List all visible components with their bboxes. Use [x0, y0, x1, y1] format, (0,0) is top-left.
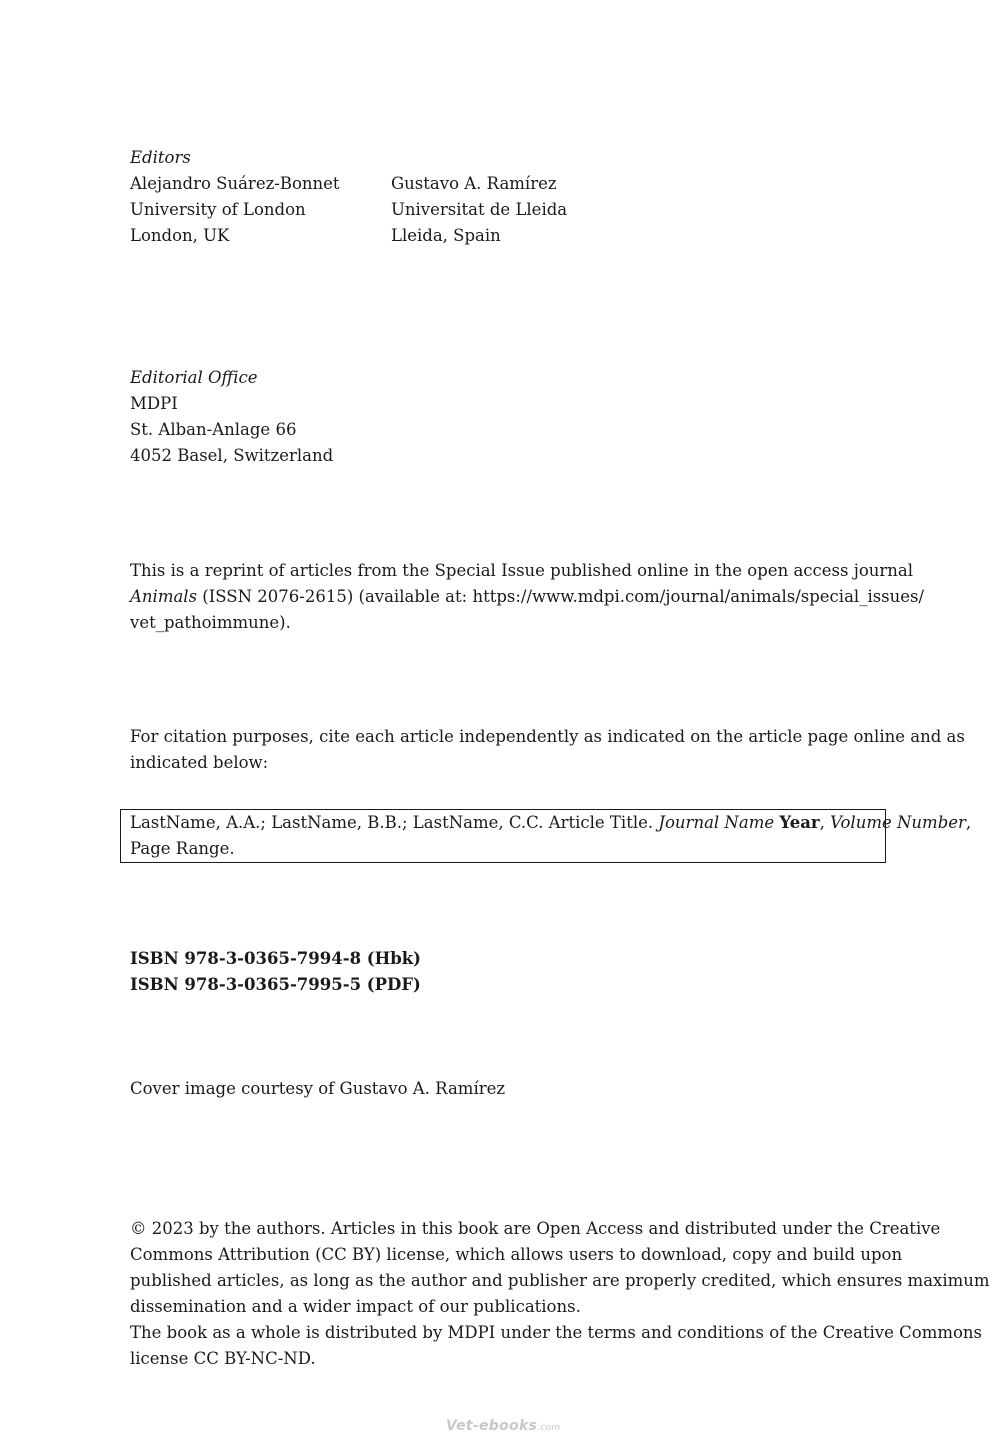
license-line-1: © 2023 by the authors. Articles in this book are Open Access and distributed under the Creative — [130, 1219, 941, 1238]
editors-section — [130, 145, 875, 249]
cover-credit — [130, 1076, 875, 1102]
citation-format-line-2: Page Range. — [130, 839, 235, 858]
editorial-office-heading: Editorial Office — [130, 368, 258, 387]
isbn-section — [130, 946, 875, 998]
citation-volume: Volume Number — [830, 813, 966, 832]
reprint-line-2-rest: (ISSN 2076-2615) (available at: https://www.mdpi.com/journal/animals/special_issues/ — [197, 587, 925, 606]
editor-2-location: Lleida, Spain — [391, 226, 501, 245]
editor-1-name: Alejandro Suárez-Bonnet — [130, 174, 340, 193]
watermark-logo — [446, 1418, 560, 1438]
citation-format-line-1 — [130, 810, 972, 836]
citation-year: Year — [779, 813, 820, 832]
citation-format-box — [120, 809, 972, 863]
editor-2-name: Gustavo A. Ramírez — [391, 174, 557, 193]
watermark-suffix: .com — [537, 1423, 561, 1433]
office-line-3: 4052 Basel, Switzerland — [130, 446, 334, 465]
isbn-hbk: ISBN 978-3-0365-7994-8 (Hbk) — [130, 949, 421, 968]
reprint-line-3: vet_pathoimmune). — [130, 613, 291, 632]
editor-1-institution: University of London — [130, 200, 306, 219]
cover-credit-text: Cover image courtesy of Gustavo A. Ramírez — [130, 1079, 506, 1098]
citation-separator: , — [819, 813, 831, 832]
license-line-3: published articles, as long as the author and publisher are properly credited, which ensures maximum — [130, 1271, 990, 1290]
license-line-2: Commons Attribution (CC BY) license, which allows users to download, copy and build upon — [130, 1245, 903, 1264]
citation-comma: , — [965, 813, 972, 832]
isbn-pdf: ISBN 978-3-0365-7995-5 (PDF) — [130, 975, 421, 994]
citation-intro-line-1: For citation purposes, cite each article independently as indicated on the article page online and as — [130, 727, 965, 746]
watermark-main: Vet-ebooks — [446, 1418, 538, 1434]
editor-2-institution: Universitat de Lleida — [391, 200, 568, 219]
citation-authors-title: LastName, A.A.; LastName, B.B.; LastName, C.C. Article Title. — [130, 813, 659, 832]
citation-intro-line-2: indicated below: — [130, 753, 269, 772]
reprint-notice — [130, 558, 925, 636]
reprint-line-2 — [130, 584, 925, 610]
editor-2 — [391, 171, 567, 249]
editor-1-location: London, UK — [130, 226, 230, 245]
license-line-4: dissemination and a wider impact of our publications. — [130, 1297, 581, 1316]
citation-format-text — [130, 810, 972, 862]
editors-columns — [130, 171, 875, 249]
license-line-5: The book as a whole is distributed by MDPI under the terms and conditions of the Creative Commons — [130, 1323, 983, 1342]
license-line-6: license CC BY-NC-ND. — [130, 1349, 316, 1368]
office-line-2: St. Alban-Anlage 66 — [130, 420, 297, 439]
reprint-journal-name: Animals — [130, 587, 198, 606]
citation-journal-name: Journal Name — [658, 813, 775, 832]
reprint-line-1: This is a reprint of articles from the Special Issue published online in the open access journal — [130, 561, 914, 580]
citation-intro — [130, 724, 965, 776]
editors-heading: Editors — [130, 148, 191, 167]
editorial-office-section — [130, 365, 875, 469]
office-line-1: MDPI — [130, 394, 178, 413]
license-section — [130, 1216, 990, 1372]
editor-1 — [130, 171, 391, 249]
